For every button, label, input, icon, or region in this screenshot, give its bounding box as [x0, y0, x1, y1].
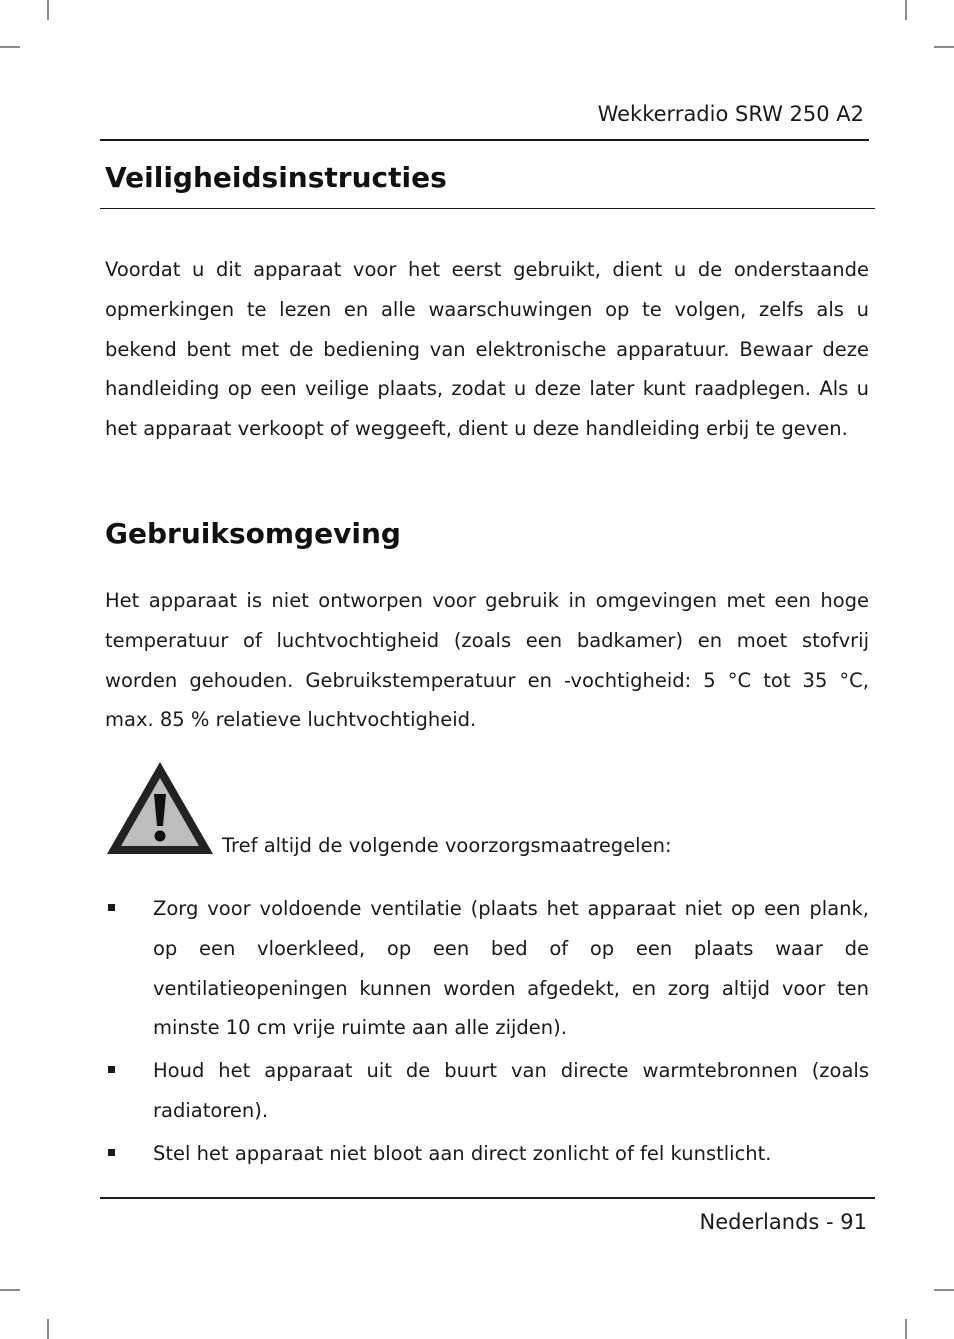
crop-mark-left-bottom	[0, 1289, 20, 1291]
crop-mark-right-bottom	[934, 1289, 954, 1291]
crop-mark-bottom-left	[47, 1319, 49, 1339]
section-heading-safety: Veiligheidsinstructies	[105, 161, 447, 194]
list-item	[105, 1134, 869, 1174]
list-item-text: Stel het apparaat niet bloot aan direct zonlicht of fel kunstlicht.	[153, 1141, 772, 1165]
list-item-text: Zorg voor voldoende ventilatie (plaats het apparaat niet op een plank, op een vloerkleed, op een bed of op een plaats waar de ventilatieopeningen kunnen worden afgedekt, en zorg altijd voor ten minste 10 cm vrije ruimte aan alle zijden).	[153, 897, 869, 1040]
environment-paragraph: Het apparaat is niet ontworpen voor gebruik in omgevingen met een hoge temperatuur of luchtvochtigheid (zoals een badkamer) en moet stofvrij worden gehouden. Gebruikstemperatuur en -vochtigheid: 5 °C tot 35 °C, max. 85 % relatieve luchtvochtigheid.	[105, 589, 869, 732]
list-item-text: Houd het apparaat uit de buurt van directe warmtebronnen (zoals radiatoren).	[153, 1059, 869, 1122]
header-rule	[100, 139, 869, 141]
list-item	[105, 1051, 869, 1131]
crop-mark-bottom-right	[905, 1319, 907, 1339]
warning-triangle-icon	[105, 760, 215, 858]
square-bullet-icon	[108, 1149, 115, 1156]
running-header: Wekkerradio SRW 250 A2	[597, 102, 864, 126]
crop-mark-top-left	[47, 0, 49, 20]
square-bullet-icon	[108, 1066, 115, 1073]
page-footer: Nederlands - 91	[699, 1210, 867, 1234]
warning-row	[105, 760, 869, 860]
crop-mark-right-top	[934, 46, 954, 48]
safety-paragraph: Voordat u dit apparaat voor het eerst gebruikt, dient u de onderstaande opmerkingen te lezen en alle waarschuwingen op te volgen, zelfs als u bekend bent met de bediening van elektronische apparatuur. Bewaar deze handleiding op een veilige plaats, zodat u deze later kunt raadplegen. Als u het apparaat verkoopt of weggeeft, dient u deze handleiding erbij te geven.	[105, 258, 869, 441]
list-item	[105, 889, 869, 1048]
precautions-list	[105, 889, 869, 1177]
square-bullet-icon	[108, 904, 115, 911]
section-heading-environment: Gebruiksomgeving	[105, 517, 401, 550]
crop-mark-left-top	[0, 46, 20, 48]
section-rule	[100, 208, 875, 209]
footer-rule	[100, 1197, 875, 1199]
crop-mark-top-right	[905, 0, 907, 20]
warning-text: Tref altijd de volgende voorzorgsmaatregelen:	[222, 834, 672, 857]
